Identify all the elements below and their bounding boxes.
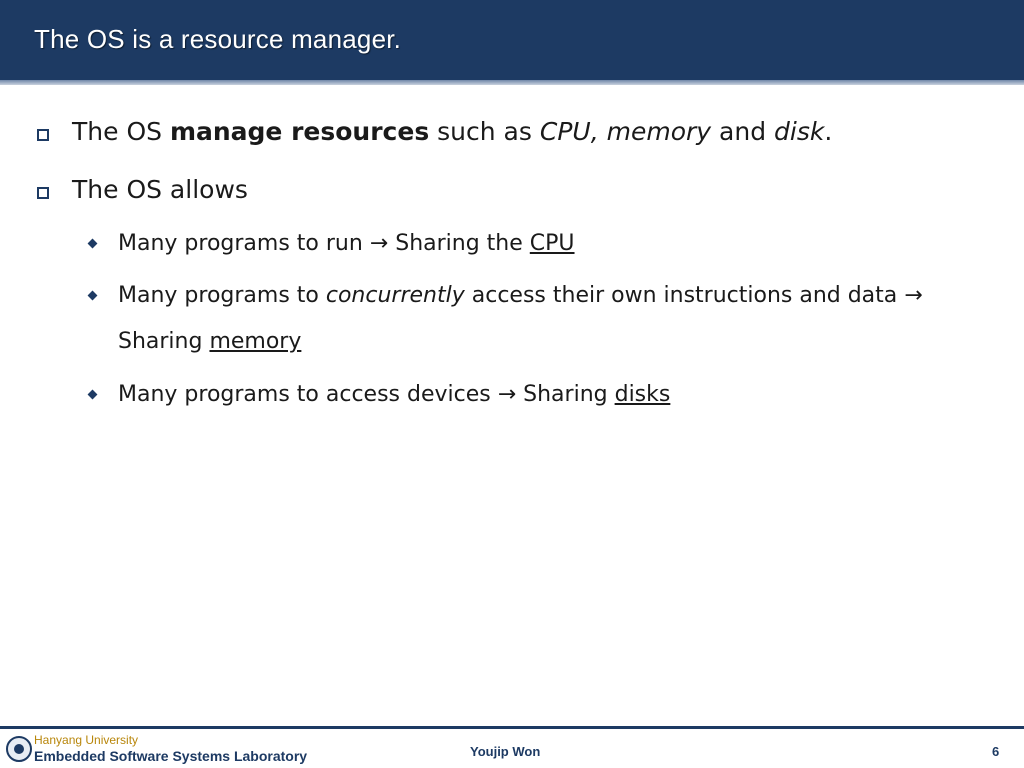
diamond-bullet-icon bbox=[88, 390, 98, 400]
text-italic: , bbox=[590, 117, 607, 146]
text-underline: memory bbox=[209, 329, 302, 354]
text: The OS allows bbox=[72, 175, 248, 204]
arrow-right-icon: → bbox=[369, 231, 389, 256]
title-bar bbox=[0, 0, 1024, 80]
sub-bullet-cpu bbox=[118, 230, 575, 258]
author-name: Youjip Won bbox=[470, 744, 541, 759]
arrow-right-icon: → bbox=[904, 283, 923, 308]
sub-bullet-memory bbox=[118, 282, 923, 310]
text: The OS bbox=[72, 117, 170, 146]
sub-bullet-disks bbox=[118, 381, 670, 409]
text: Many programs to run bbox=[118, 231, 370, 256]
text: Many programs to access devices bbox=[118, 382, 498, 407]
diamond-bullet-icon bbox=[88, 239, 98, 249]
text-italic: disk bbox=[774, 117, 825, 146]
university-seal-icon bbox=[6, 736, 32, 762]
slide-title: The OS is a resource manager. bbox=[34, 24, 402, 54]
text: Sharing the bbox=[388, 231, 530, 256]
text: Sharing bbox=[516, 382, 615, 407]
university-name: Hanyang University bbox=[34, 733, 139, 747]
text-underline: CPU bbox=[529, 231, 575, 256]
sub-bullet-memory-line2 bbox=[118, 328, 301, 356]
lab-name: Embedded Software Systems Laboratory bbox=[34, 748, 308, 764]
square-bullet-icon bbox=[37, 187, 49, 199]
text-underline: disks bbox=[614, 382, 671, 407]
text: such as bbox=[429, 117, 540, 146]
diamond-bullet-icon bbox=[88, 291, 98, 301]
text: Sharing bbox=[118, 329, 210, 354]
text-bold: manage resources bbox=[169, 117, 430, 146]
text-italic: CPU bbox=[539, 117, 591, 146]
bullet-manage-resources bbox=[72, 117, 832, 147]
text-italic: concurrently bbox=[325, 283, 465, 308]
square-bullet-icon bbox=[37, 129, 49, 141]
text-italic: memory bbox=[606, 117, 712, 146]
arrow-right-icon: → bbox=[497, 382, 517, 407]
text: access their own instructions and data bbox=[464, 283, 905, 308]
page-number: 6 bbox=[992, 744, 1000, 759]
text: . bbox=[824, 117, 833, 146]
text: and bbox=[711, 117, 775, 146]
bullet-os-allows bbox=[72, 175, 248, 205]
text: Many programs to bbox=[118, 283, 326, 308]
title-underline bbox=[0, 80, 1024, 85]
